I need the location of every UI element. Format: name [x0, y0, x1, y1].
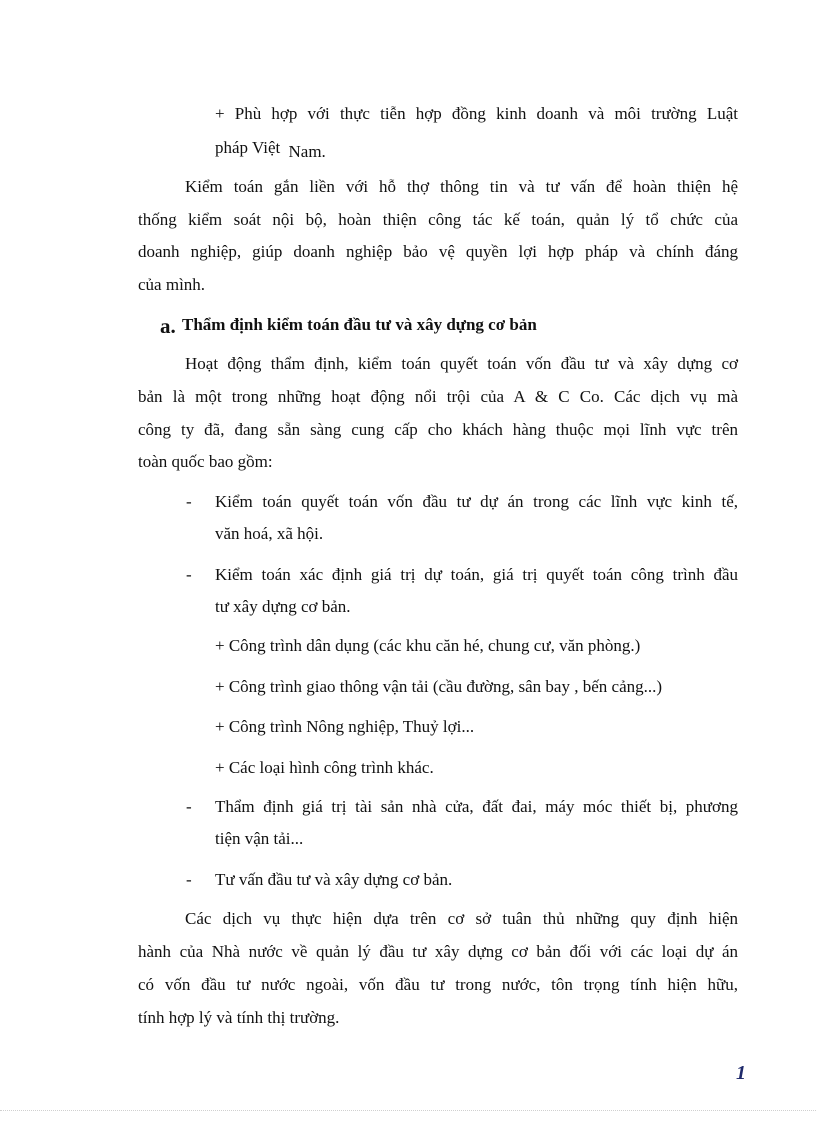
bullet-line: văn hoá, xã hội.: [215, 524, 324, 543]
paragraph-line: công ty đã, đang sẵn sàng cung cấp cho khách hàng thuộc mọi lĩnh vực trên: [138, 420, 738, 439]
sub-item: + Công trình dân dụng (các khu căn hé, chung cư, văn phòng.): [215, 636, 641, 655]
sub-item: + Công trình Nông nghiệp, Thuỷ lợi...: [215, 717, 475, 736]
page-number: 1: [736, 1062, 746, 1084]
heading-letter: a.: [160, 314, 176, 338]
heading-text: Thẩm định kiểm toán đầu tư và xây dựng cơ bản: [182, 315, 537, 334]
paragraph-line: tính hợp lý và tính thị trường.: [138, 1008, 340, 1027]
section-heading: [160, 316, 537, 338]
paragraph-line: có vốn đầu tư nước ngoài, vốn đầu tư trong nước, tôn trọng tính hiện hữu,: [138, 975, 738, 994]
footer-divider: [0, 1110, 816, 1111]
paragraph-line: Các dịch vụ thực hiện dựa trên cơ sở tuân thủ những quy định hiện: [185, 909, 738, 928]
bullet-line: Thẩm định giá trị tài sản nhà cửa, đất đai, máy móc thiết bị, phương: [215, 797, 738, 816]
paragraph-line: hành của Nhà nước về quản lý đầu tư xây dựng cơ bản đối với các loại dự án: [138, 942, 738, 961]
text-run: Nam.: [288, 142, 326, 161]
bullet-dash: -: [186, 565, 192, 584]
bullet-line: Kiểm toán quyết toán vốn đầu tư dự án trong các lĩnh vực kinh tế,: [215, 492, 738, 511]
bullet-dash: -: [186, 797, 192, 816]
sub-item: + Các loại hình công trình khác.: [215, 758, 434, 777]
paragraph-line: Kiểm toán gắn liền với hỗ thợ thông tin và tư vấn để hoàn thiện hệ: [185, 177, 738, 196]
bullet-dash: -: [186, 492, 192, 511]
paragraph-line: thống kiểm soát nội bộ, hoàn thiện công tác kế toán, quản lý tổ chức của: [138, 210, 738, 229]
paragraph-line: [215, 138, 326, 161]
bullet-line: tiện vận tải...: [215, 829, 304, 848]
paragraph-line: + Phù hợp với thực tiễn hợp đồng kinh doanh và môi trường Luật: [215, 104, 738, 123]
bullet-line: tư xây dựng cơ bản.: [215, 597, 351, 616]
bullet-line: Kiểm toán xác định giá trị dự toán, giá trị quyết toán công trình đầu: [215, 565, 738, 584]
bullet-line: Tư vấn đầu tư và xây dựng cơ bản.: [215, 870, 453, 889]
paragraph-line: toàn quốc bao gồm:: [138, 452, 273, 471]
bullet-dash: -: [186, 870, 192, 889]
paragraph-line: bản là một trong những hoạt động nổi trội của A & C Co. Các dịch vụ mà: [138, 387, 738, 406]
paragraph-line: của mình.: [138, 275, 206, 294]
text-run: pháp Việt: [215, 138, 281, 157]
paragraph-line: Hoạt động thẩm định, kiểm toán quyết toán vốn đầu tư và xây dựng cơ: [185, 354, 738, 373]
sub-item: + Công trình giao thông vận tải (cầu đường, sân bay , bến cảng...): [215, 677, 663, 696]
paragraph-line: doanh nghiệp, giúp doanh nghiệp bảo vệ quyền lợi hợp pháp và chính đáng: [138, 242, 738, 261]
